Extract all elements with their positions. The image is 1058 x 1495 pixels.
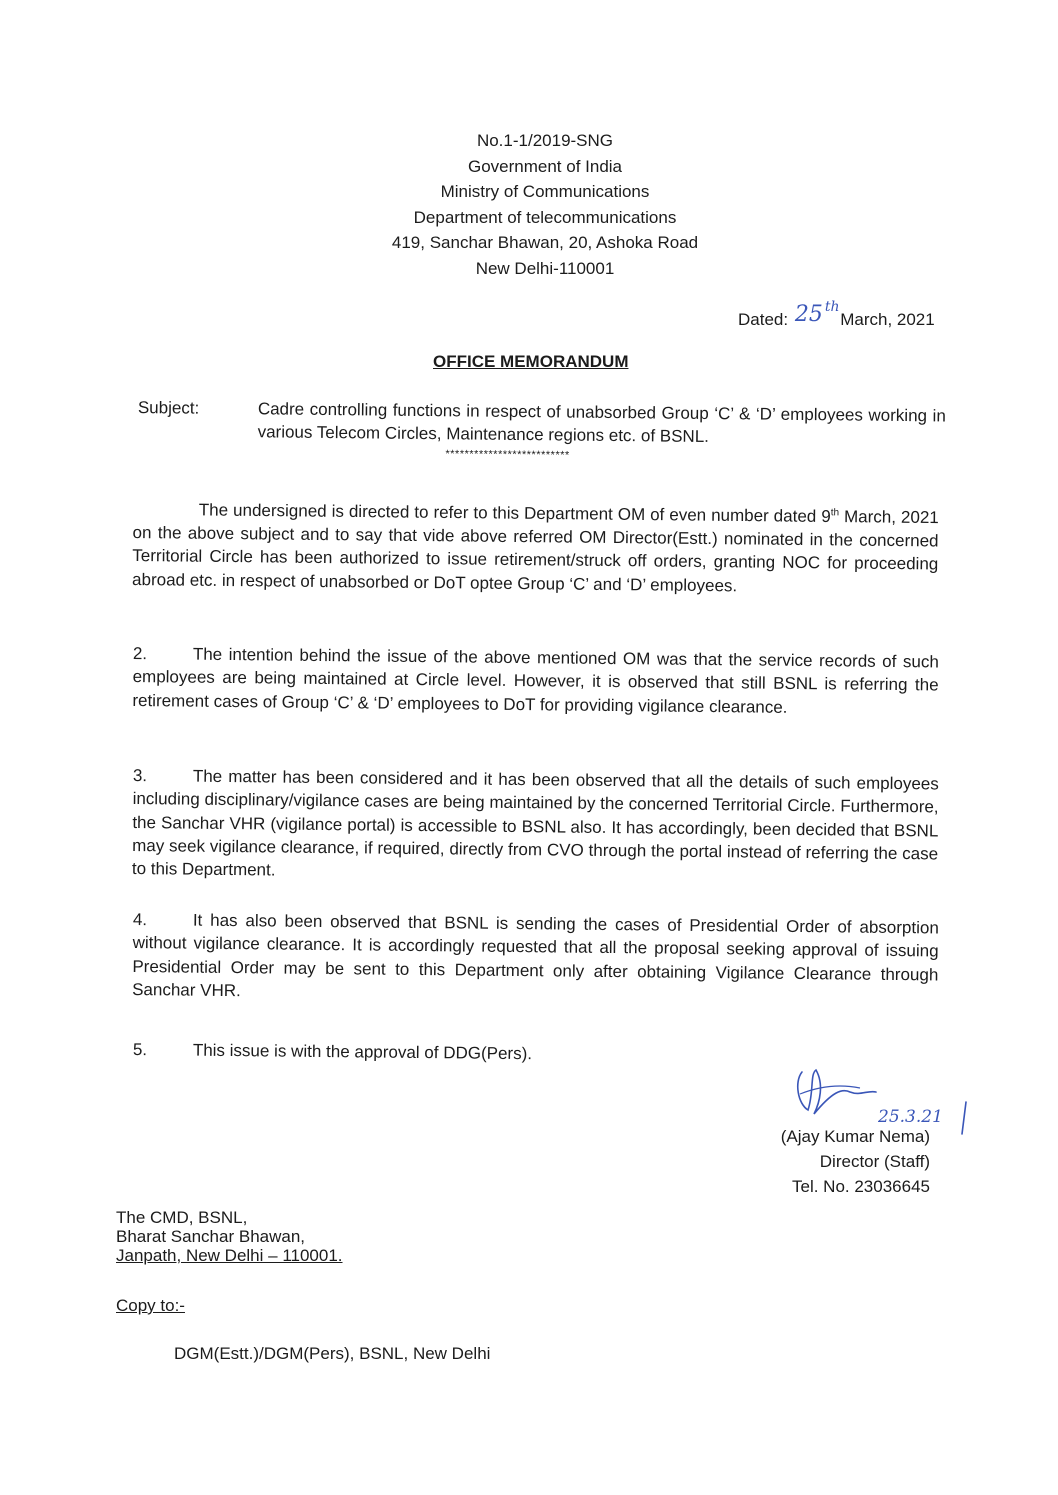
paragraph-2-text: The intention behind the issue of the above mentioned OM was that the service records of such employees are being maintained at Circle level. However, it is observed that still BSNL is referring the retirement cases of Group ‘C’ & ‘D’ employees to DoT for providing vigilance clearance. [132, 644, 939, 717]
signatory-designation: Director (Staff) [819, 1152, 930, 1171]
paragraph-2-number: 2. [132, 643, 148, 664]
copy-to-recipient: DGM(Estt.)/DGM(Pers), BSNL, New Delhi [174, 1344, 491, 1363]
copy-to-label: Copy to:- [116, 1296, 185, 1315]
dated-line [738, 299, 935, 331]
paragraph-3 [132, 764, 939, 889]
paragraph-4-text: It has also been observed that BSNL is sending the cases of Presidential Order of absorption without vigilance clearance. It is accordingly requested that all the proposal seeking approval of issuing Presidential Order may be sent to this Department only after obtaining Vigilance Clearance through Sanchar VHR. [132, 910, 939, 1001]
ministry-line: Ministry of Communications [440, 182, 650, 201]
paragraph-1-sup: th [830, 507, 840, 519]
dated-month-year: March, 2021 [840, 310, 935, 329]
paragraph-4-number: 4. [132, 909, 148, 930]
letterhead [300, 128, 790, 281]
page-title: OFFICE MEMORANDUM [433, 352, 629, 371]
addressee-line-2: Bharat Sanchar Bhawan, [116, 1227, 306, 1246]
file-number: No.1-1/2019-SNG [476, 131, 614, 150]
paragraph-5-number: 5. [132, 1039, 148, 1060]
handwritten-day: 25 [794, 302, 823, 327]
government-line: Government of India [467, 156, 623, 176]
addressee-line-1: The CMD, BSNL, [116, 1208, 248, 1227]
paragraph-1 [132, 494, 939, 599]
subject-block [137, 396, 946, 471]
city-line: New Delhi-110001 [475, 258, 615, 278]
department-line: Department of telecommunications [413, 207, 677, 227]
signature-date: 25.3.21 [878, 1107, 943, 1127]
subject-text: Cadre controlling functions in respect of unabsorbed Group ‘C’ & ‘D’ employees working in various Telecom Circles, Maintenance regions etc. of BSNL. [257, 399, 946, 446]
signatory-phone: Tel. No. 23036645 [792, 1177, 930, 1196]
paragraph-5-text: This issue is with the approval of DDG(Pers). [192, 1040, 533, 1064]
addressee-line-3: Janpath, New Delhi – 110001. [116, 1246, 343, 1265]
dated-label: Dated: [738, 310, 789, 329]
address-line: 419, Sanchar Bhawan, 20, Ashoka Road [391, 233, 699, 252]
subject-label: Subject: [137, 397, 200, 418]
addressee-block [116, 1208, 343, 1265]
paragraph-1-text-a: The undersigned is directed to refer to this Department OM of even number dated 9 [198, 500, 831, 526]
paragraph-2 [132, 642, 939, 720]
handwritten-day-suffix: th [824, 299, 840, 315]
paragraph-3-text: The matter has been considered and it has been observed that all the details of such employees including disciplinary/vigilance cases are being maintained by the concerned Territorial Circle. Furthermore, the Sanchar VHR (vigilance portal) is accessible to BSNL also. It has accordingly, been decided that BSNL may seek vigilance clearance, if required, directly from CVO through the portal instead of referring the case to this Department. [131, 766, 939, 880]
paragraph-4 [132, 908, 939, 1010]
subject-divider: ************************** [445, 448, 570, 462]
signatory-block [740, 1124, 930, 1199]
signatory-name: (Ajay Kumar Nema) [780, 1127, 930, 1146]
paragraph-1-text-b: March, 2021 on the above subject and to say that vide above referred OM Director(Estt.) nominated in the concerned Territorial Circle has been authorized to issue retirement/struck off orders, granting NOC for proceeding abroad etc. in respect of unabsorbed or DoT optee Group ‘C’ and ‘D’ employees. [132, 507, 939, 595]
paragraph-3-number: 3. [132, 765, 148, 786]
